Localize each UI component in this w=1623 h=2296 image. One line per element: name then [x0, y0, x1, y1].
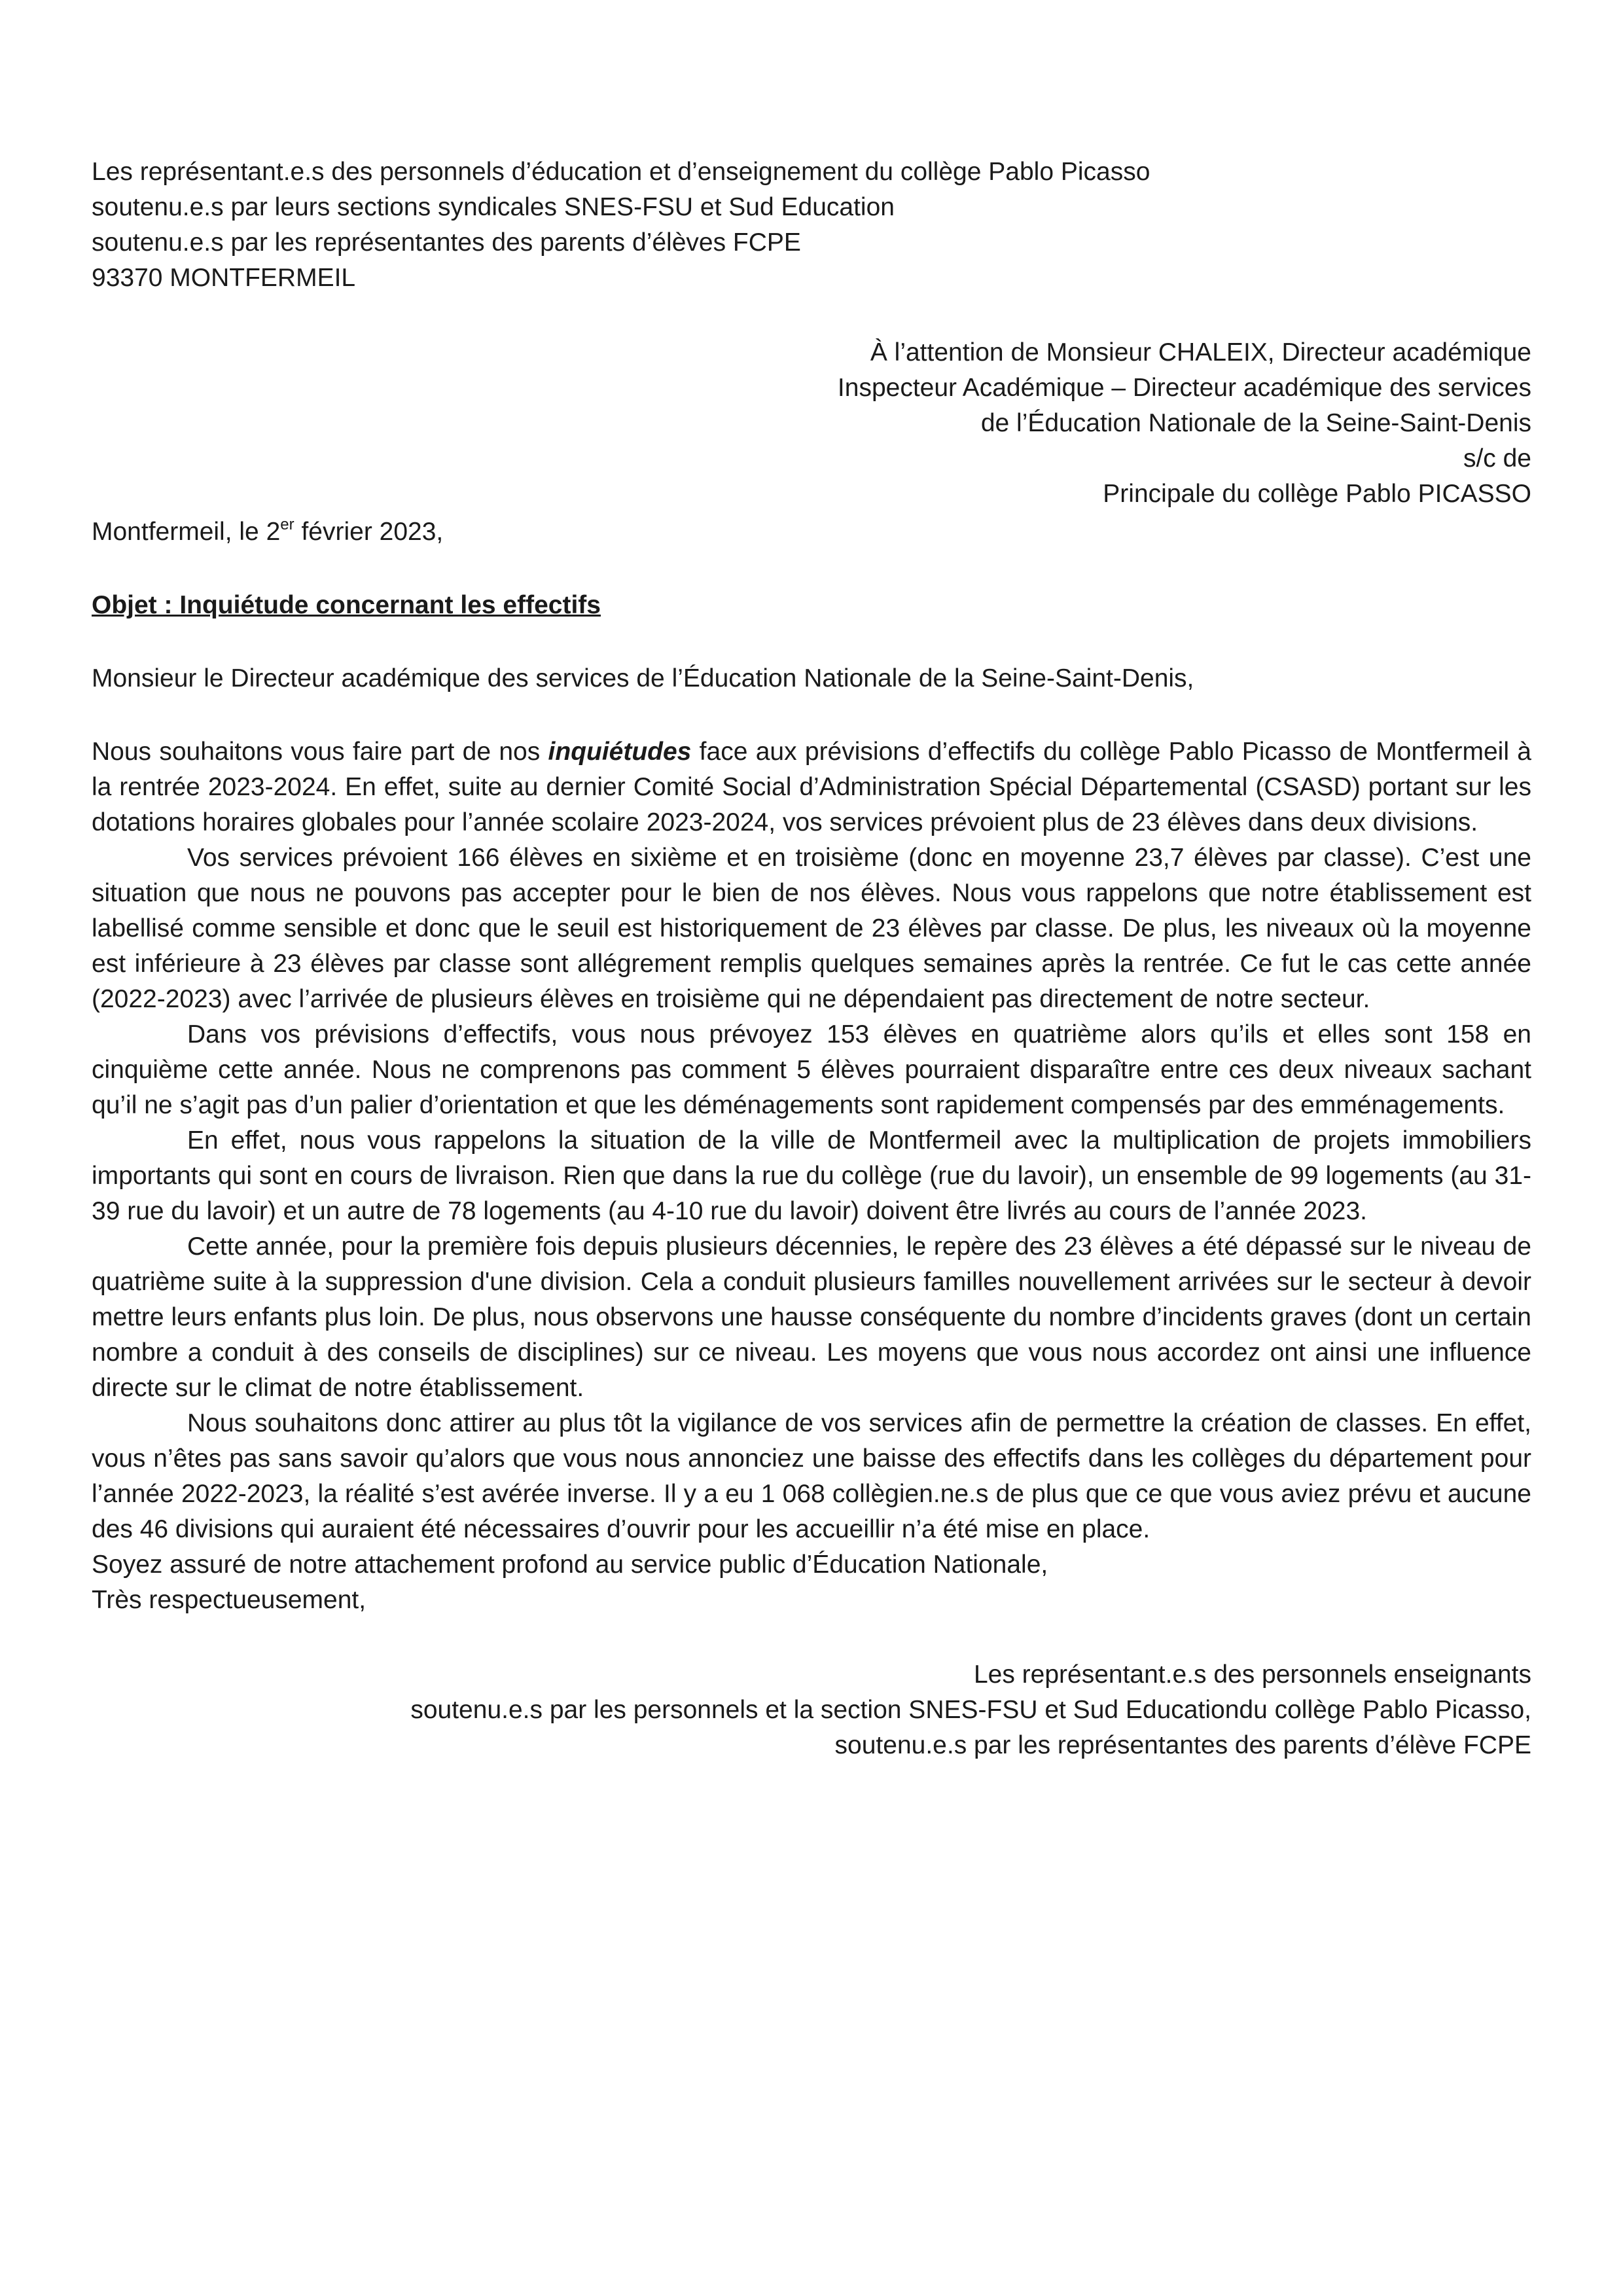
- recipient-line: Principale du collège Pablo PICASSO: [1103, 480, 1531, 508]
- signature-line: soutenu.e.s par les personnels et la section SNES-FSU et Sud Educationdu collège Pablo Picasso,: [410, 1696, 1531, 1724]
- paragraph-intro-end: face aux prévisions d’effectifs du collège Pablo Picasso de Montfermeil à la rentrée 2023-2024. En effet, suite au dernier Comité Social d’Administration Spécial Départemental (CSASD) portant sur les dotations horaires globales pour l’année scolaire 2023-2024, vos services prévoient plus de 23 élèves dans deux divisions.: [92, 738, 1531, 836]
- letter-date: [92, 514, 1531, 550]
- letter-signature: [92, 1657, 1531, 1763]
- sender-line: soutenu.e.s par leurs sections syndicales SNES-FSU et Sud Education: [92, 193, 895, 221]
- sender-line: Les représentant.e.s des personnels d’éducation et d’enseignement du collège Pablo Picasso: [92, 158, 1150, 186]
- date-ordinal: er: [280, 516, 294, 533]
- sender-city: 93370 MONTFERMEIL: [92, 264, 356, 292]
- sender-line: soutenu.e.s par les représentantes des parents d’élèves FCPE: [92, 228, 801, 257]
- letter-object: Objet : Inquiétude concernant les effectifs: [92, 591, 601, 619]
- closing-line: Très respectueusement,: [92, 1586, 366, 1614]
- closing-line: Soyez assuré de notre attachement profond au service public d’Éducation Nationale,: [92, 1551, 1048, 1579]
- paragraph-body: Cette année, pour la première fois depuis plusieurs décennies, le repère des 23 élèves a été dépassé sur le niveau de quatrième suite à la suppression d'une division. Cela a conduit plusieurs familles nouvellement arrivées sur le secteur à devoir mettre leurs enfants plus loin. De plus, nous observons une hausse conséquente du nombre d’incidents graves (dont un certain nombre a conduit à des conseils de disciplines) sur ce niveau. Les moyens que vous nous accordez ont ainsi une influence directe sur le climat de notre établissement.: [92, 1232, 1531, 1402]
- recipient-address: [92, 335, 1531, 512]
- recipient-line: Inspecteur Académique – Directeur académique des services: [837, 374, 1531, 402]
- recipient-line: de l’Éducation Nationale de la Seine-Saint-Denis: [980, 409, 1531, 437]
- signature-line: soutenu.e.s par les représentantes des parents d’élève FCPE: [834, 1731, 1531, 1759]
- paragraph-intro: [92, 734, 1531, 840]
- paragraph-body: Dans vos prévisions d’effectifs, vous nous prévoyez 153 élèves en quatrième alors qu’ils et elles sont 158 en cinquième cette année. Nous ne comprenons pas comment 5 élèves pourraient disparaître entre ces deux niveaux sachant qu’il ne s’agit pas d’un palier d’orientation et que les déménagements sont rapidement compensés par des emménagements.: [92, 1020, 1531, 1119]
- letter-closing: [92, 1547, 1531, 1618]
- letter-salutation: Monsieur le Directeur académique des services de l’Éducation Nationale de la Seine-Saint-Denis,: [92, 664, 1194, 692]
- signature-line: Les représentant.e.s des personnels enseignants: [973, 1660, 1531, 1689]
- paragraph-intro-start: Nous souhaitons vous faire part de nos: [92, 738, 548, 766]
- date-prefix: Montfermeil, le 2: [92, 518, 281, 546]
- sender-address: [92, 154, 1531, 296]
- letter-page: [92, 154, 1531, 1763]
- recipient-line: s/c de: [1463, 444, 1531, 473]
- paragraph-body: Nous souhaitons donc attirer au plus tôt la vigilance de vos services afin de permettre la création de classes. En effet, vous n’êtes pas sans savoir qu’alors que vous nous annonciez une baisse des effectifs dans les collèges du département pour l’année 2022-2023, la réalité s’est avérée inverse. Il y a eu 1 068 collègien.ne.s de plus que ce que vous aviez prévu et aucune des 46 divisions qui auraient été nécessaires d’ouvrir pour les accueillir n’a été mise en place.: [92, 1409, 1531, 1543]
- emphasis-inquietudes: inquiétudes: [548, 738, 692, 766]
- paragraph-body: En effet, nous vous rappelons la situation de la ville de Montfermeil avec la multiplication de projets immobiliers importants qui sont en cours de livraison. Rien que dans la rue du collège (rue du lavoir), un ensemble de 99 logements (au 31-39 rue du lavoir) et un autre de 78 logements (au 4-10 rue du lavoir) doivent être livrés au cours de l’année 2023.: [92, 1126, 1531, 1225]
- date-suffix: février 2023,: [294, 518, 444, 546]
- paragraph-body: Vos services prévoient 166 élèves en sixième et en troisième (donc en moyenne 23,7 élèves par classe). C’est une situation que nous ne pouvons pas accepter pour le bien de nos élèves. Nous vous rappelons que notre établissement est labellisé comme sensible et donc que le seuil est historiquement de 23 élèves par classe. De plus, les niveaux où la moyenne est inférieure à 23 élèves par classe sont allégrement remplis quelques semaines après la rentrée. Ce fut le cas cette année (2022-2023) avec l’arrivée de plusieurs élèves en troisième qui ne dépendaient pas directement de notre secteur.: [92, 844, 1531, 1013]
- recipient-line: À l’attention de Monsieur CHALEIX, Directeur académique: [870, 338, 1531, 367]
